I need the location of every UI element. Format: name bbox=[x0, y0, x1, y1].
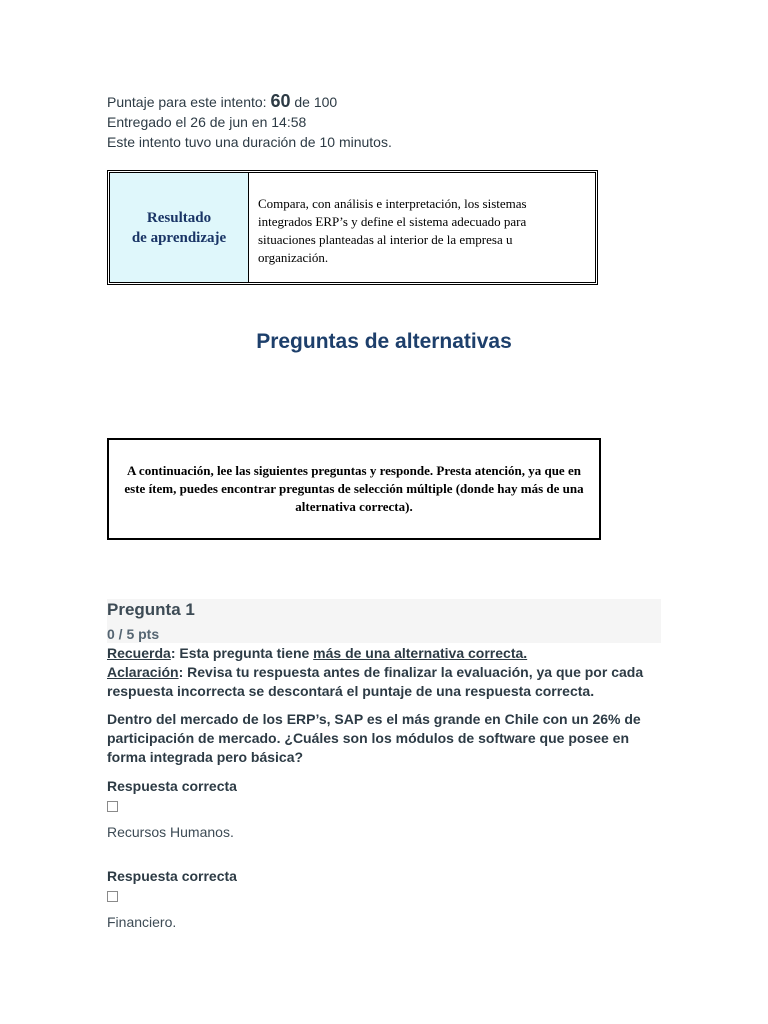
score-value: 60 bbox=[270, 91, 291, 111]
learning-outcome-box bbox=[107, 170, 598, 285]
question-title: Pregunta 1 bbox=[107, 600, 195, 619]
reminder-link: más de una alternativa correcta. bbox=[313, 645, 528, 661]
question-body bbox=[107, 644, 647, 767]
learning-outcome-label-line2: de aprendizaje bbox=[131, 229, 227, 246]
attempt-summary bbox=[107, 91, 392, 152]
question-points: 0 / 5 pts bbox=[107, 626, 160, 642]
section-title: Preguntas de alternativas bbox=[256, 330, 512, 353]
clarification-label: Aclaración bbox=[107, 664, 179, 680]
submitted-date: Entregado el 26 de jun en 14:58 bbox=[107, 114, 307, 130]
learning-outcome-label bbox=[110, 173, 249, 282]
answer-text: Financiero. bbox=[107, 914, 177, 930]
clarification-line bbox=[107, 663, 647, 701]
reminder-label: Recuerda bbox=[107, 645, 171, 661]
attempt-duration: Este intento tuvo una duración de 10 minutos. bbox=[107, 134, 392, 150]
answer-checkbox[interactable] bbox=[107, 891, 118, 902]
score-total: de 100 bbox=[294, 94, 338, 110]
question-text: Dentro del mercado de los ERP’s, SAP es el más grande en Chile con un 26% de participación de mercado. ¿Cuáles son los módulos de software que posee en forma integrada pero básica? bbox=[107, 711, 641, 765]
instructions-box bbox=[107, 438, 601, 540]
score-label: Puntaje para este intento: bbox=[107, 94, 267, 110]
answer-correct-label: Respuesta correcta bbox=[107, 778, 237, 794]
answer-option bbox=[107, 778, 237, 840]
question-header bbox=[107, 599, 661, 643]
answer-correct-label: Respuesta correcta bbox=[107, 868, 237, 884]
answer-option bbox=[107, 868, 237, 930]
learning-outcome-label-line1: Resultado bbox=[146, 209, 212, 226]
reminder-line bbox=[107, 644, 647, 663]
instructions-text: A continuación, lee las siguientes preguntas y responde. Presta atención, ya que en este ítem, puedes encontrar preguntas de selección múltiple (donde hay más de una alternativa correcta). bbox=[124, 463, 584, 514]
answer-text: Recursos Humanos. bbox=[107, 824, 234, 840]
answer-checkbox[interactable] bbox=[107, 801, 118, 812]
score-line bbox=[107, 91, 392, 112]
clarification-text: : Revisa tu respuesta antes de finalizar la evaluación, ya que por cada respuesta incorrecta se descontará el puntaje de una respuesta correcta. bbox=[107, 664, 644, 699]
learning-outcome-text: Compara, con análisis e interpretación, los sistemas integrados ERP’s y define el sistema adecuado para situaciones planteadas al interior de la empresa u organización. bbox=[258, 196, 527, 265]
reminder-text: : Esta pregunta tiene bbox=[170, 645, 314, 661]
